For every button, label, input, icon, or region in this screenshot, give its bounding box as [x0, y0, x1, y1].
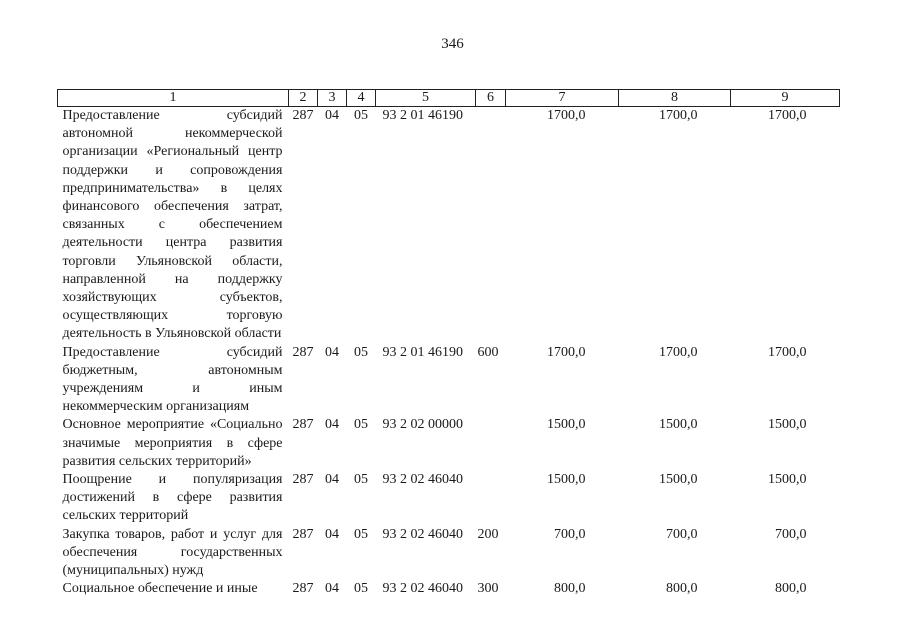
- row-code-2: 287: [292, 344, 314, 360]
- row-amount-9: 1500,0: [768, 472, 807, 488]
- row-code-2: 287: [292, 581, 314, 597]
- row-code-5: 93 2 02 46040: [382, 472, 463, 488]
- row-code-2: 287: [292, 108, 314, 123]
- row-amount-8: 800,0: [666, 581, 698, 597]
- row-name: Поощрение и популяризация достижений в сфере развития сельских территорий: [62, 472, 283, 524]
- row-code-5: 93 2 01 46190: [382, 344, 463, 360]
- header-cell-1: 1: [58, 90, 289, 107]
- row-code-3: 04: [325, 581, 339, 597]
- row-name: Закупка товаров, работ и услуг для обеспечения государственных (муниципальных) нужд: [62, 526, 283, 579]
- table-row: [58, 416, 840, 471]
- row-code-3: 04: [325, 526, 339, 542]
- row-amount-8: 1700,0: [659, 344, 698, 360]
- row-code-2: 287: [292, 417, 314, 433]
- row-amount-8: 1700,0: [659, 108, 698, 123]
- row-name: Предоставление субсидий бюджетным, автономным учреждениям и иным некоммерческим организациям: [62, 344, 283, 415]
- row-code-4: 05: [354, 344, 368, 360]
- row-code-6: [476, 107, 506, 344]
- row-name: Основное мероприятие «Социально значимые мероприятия в сфере развития сельских территорий»: [62, 417, 283, 469]
- row-amount-8: 700,0: [666, 526, 698, 542]
- row-code-2: 287: [292, 472, 314, 488]
- header-row: [58, 90, 840, 107]
- row-code-3: 04: [325, 417, 339, 433]
- header-cell-8: 8: [619, 90, 731, 107]
- row-code-6: [476, 416, 506, 471]
- row-name: Социальное обеспечение и иные: [62, 581, 258, 597]
- row-code-6: [476, 471, 506, 526]
- header-cell-7: 7: [506, 90, 619, 107]
- row-code-3: 04: [325, 108, 339, 123]
- row-code-3: 04: [325, 472, 339, 488]
- row-code-6: 300: [477, 581, 499, 597]
- table-row: [58, 107, 840, 344]
- row-code-3: 04: [325, 344, 339, 360]
- row-amount-9: 800,0: [775, 581, 807, 597]
- row-code-6: 200: [477, 526, 499, 542]
- budget-table: [57, 89, 840, 598]
- row-amount-9: 1700,0: [768, 344, 807, 360]
- row-amount-7: 1500,0: [547, 417, 586, 433]
- row-code-4: 05: [354, 526, 368, 542]
- row-code-4: 05: [354, 108, 368, 123]
- header-cell-9: 9: [731, 90, 840, 107]
- row-amount-7: 1700,0: [547, 108, 586, 123]
- row-amount-7: 800,0: [554, 581, 586, 597]
- row-amount-8: 1500,0: [659, 417, 698, 433]
- row-amount-9: 1500,0: [768, 417, 807, 433]
- row-name: Предоставление субсидий автономной некоммерческой организации «Региональный центр поддержки и сопровождения предпринимательства» в целях финансового обеспечения затрат, связанных с обеспечением деятельности центра развития торговли Ульяновской области, направленной на поддержку хозяйствующих субъектов, осуществляющих торговую деятельность в Ульяновской области: [62, 108, 283, 342]
- row-code-6: 600: [477, 344, 499, 360]
- row-code-4: 05: [354, 417, 368, 433]
- row-amount-7: 1700,0: [547, 344, 586, 360]
- row-code-5: 93 2 02 46040: [382, 581, 463, 597]
- table-header: [58, 90, 840, 107]
- row-code-5: 93 2 02 46040: [382, 526, 463, 542]
- table-row: [58, 471, 840, 526]
- table-row: [58, 344, 840, 417]
- row-code-4: 05: [354, 472, 368, 488]
- row-code-2: 287: [292, 526, 314, 542]
- row-code-5: 93 2 02 00000: [382, 417, 463, 433]
- header-cell-5: 5: [376, 90, 476, 107]
- header-cell-3: 3: [318, 90, 347, 107]
- row-code-5: 93 2 01 46190: [382, 108, 463, 123]
- row-amount-7: 700,0: [554, 526, 586, 542]
- header-cell-4: 4: [347, 90, 376, 107]
- row-code-4: 05: [354, 581, 368, 597]
- row-amount-7: 1500,0: [547, 472, 586, 488]
- row-amount-8: 1500,0: [659, 472, 698, 488]
- table-row: [58, 580, 840, 598]
- table-row: [58, 526, 840, 581]
- header-cell-6: 6: [476, 90, 506, 107]
- row-amount-9: 1700,0: [768, 108, 807, 123]
- header-cell-2: 2: [289, 90, 318, 107]
- row-amount-9: 700,0: [775, 526, 807, 542]
- page-number: 346: [441, 36, 464, 52]
